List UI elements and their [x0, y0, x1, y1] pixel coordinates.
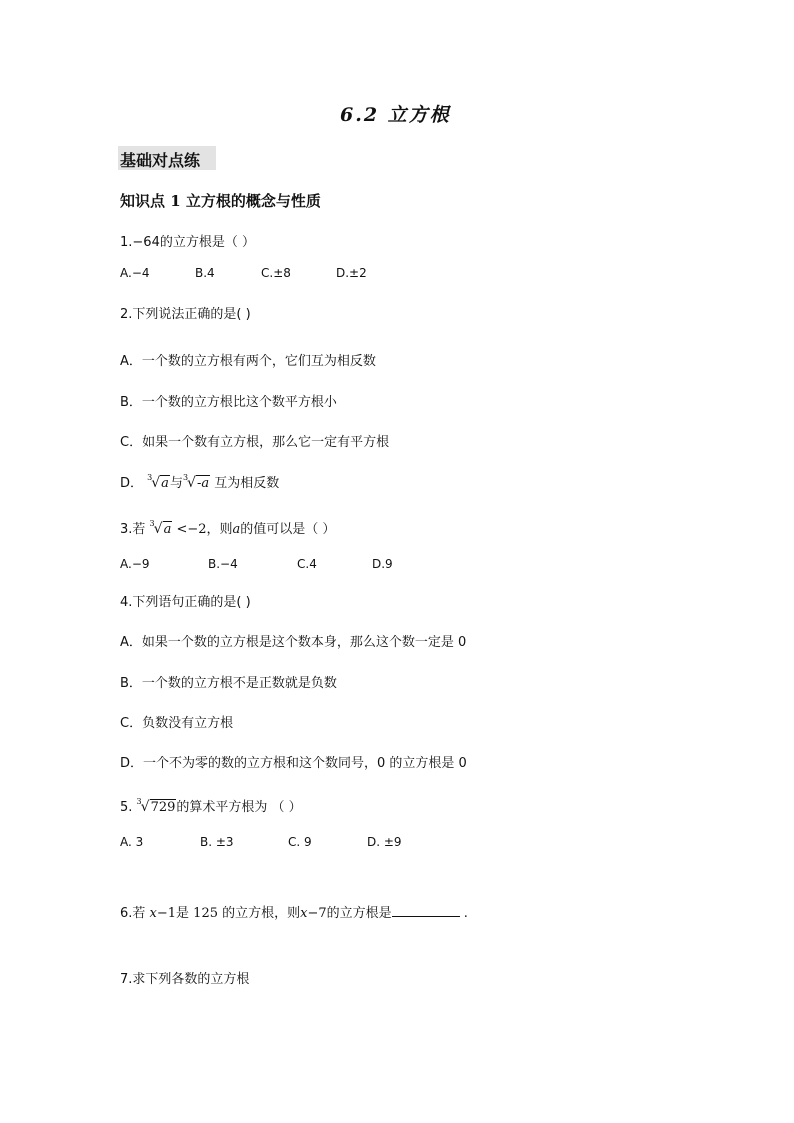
variable-x: x — [149, 906, 157, 921]
question-4-option-d: D．一个不为零的数的立方根和这个数同号，0 的立方根是 0 — [120, 756, 467, 771]
variable-x: x — [300, 906, 308, 921]
question-2-option-d — [120, 472, 279, 491]
question-3-option-d: D.9 — [372, 557, 393, 571]
question-4-stem: 4.下列语句正确的是( ) — [120, 595, 251, 610]
question-7-stem: 7.求下列各数的立方根 — [120, 972, 250, 987]
question-2-option-c: C．如果一个数有立方根，那么它一定有平方根 — [120, 435, 390, 450]
question-3-option-c: C.4 — [297, 557, 317, 571]
question-1-option-d: D.±2 — [336, 266, 367, 280]
question-5-option-d: D. ±9 — [367, 835, 402, 849]
answer-blank[interactable] — [392, 904, 460, 917]
cube-root-a: $^3$√a — [147, 473, 169, 491]
question-5-stem — [120, 796, 302, 815]
question-3-option-a: A.−9 — [120, 557, 150, 571]
question-6-part-2: −1是 125 的立方根，则 — [156, 906, 301, 921]
cube-root-729: $^3$√729 — [136, 797, 176, 815]
question-6-stem — [120, 902, 468, 921]
question-1-option-b: B.4 — [195, 266, 215, 280]
question-5-option-b: B. ±3 — [200, 835, 234, 849]
knowledge-point-heading: 知识点 1 立方根的概念与性质 — [120, 192, 321, 210]
cube-root-neg-a: $^3$√-a — [182, 473, 210, 491]
question-5-prefix: 5. — [120, 800, 137, 815]
question-3-condition: <−2，则 — [172, 522, 233, 537]
question-2-option-d-mid: 与 — [169, 476, 183, 491]
cube-root-a: $^3$√a — [149, 519, 172, 537]
section-heading: 基础对点练 — [120, 151, 201, 170]
question-1-option-a: A.−4 — [120, 266, 150, 280]
question-2-option-b: B．一个数的立方根比这个数平方根小 — [120, 395, 337, 410]
question-3-suffix: 的值可以是（ ） — [240, 522, 336, 537]
question-2-option-a: A．一个数的立方根有两个，它们互为相反数 — [120, 354, 376, 369]
question-1-stem: 1.−64的立方根是（ ） — [120, 235, 255, 250]
variable-a: a — [232, 522, 241, 537]
question-6-part-3: −7的立方根是 — [307, 906, 392, 921]
question-2-option-d-label: D． — [120, 476, 144, 491]
question-6-part-4: . — [459, 906, 468, 921]
question-4-option-c: C．负数没有立方根 — [120, 716, 234, 731]
question-5-option-a: A. 3 — [120, 835, 144, 849]
question-1-option-c: C.±8 — [261, 266, 291, 280]
question-4-option-a: A．如果一个数的立方根是这个数本身，那么这个数一定是 0 — [120, 635, 467, 650]
question-5-option-c: C. 9 — [288, 835, 312, 849]
question-3-stem — [120, 518, 335, 537]
question-2-option-d-tail: 互为相反数 — [210, 476, 280, 491]
question-6-part-1: 6.若 — [120, 906, 150, 921]
page-title: 6.2 立方根 — [340, 104, 451, 126]
question-4-option-b: B．一个数的立方根不是正数就是负数 — [120, 676, 337, 691]
question-3-prefix: 3.若 — [120, 522, 150, 537]
question-2-stem: 2.下列说法正确的是( ) — [120, 307, 251, 322]
question-5-suffix: 的算术平方根为 （ ） — [176, 800, 302, 815]
question-3-option-b: B.−4 — [208, 557, 238, 571]
